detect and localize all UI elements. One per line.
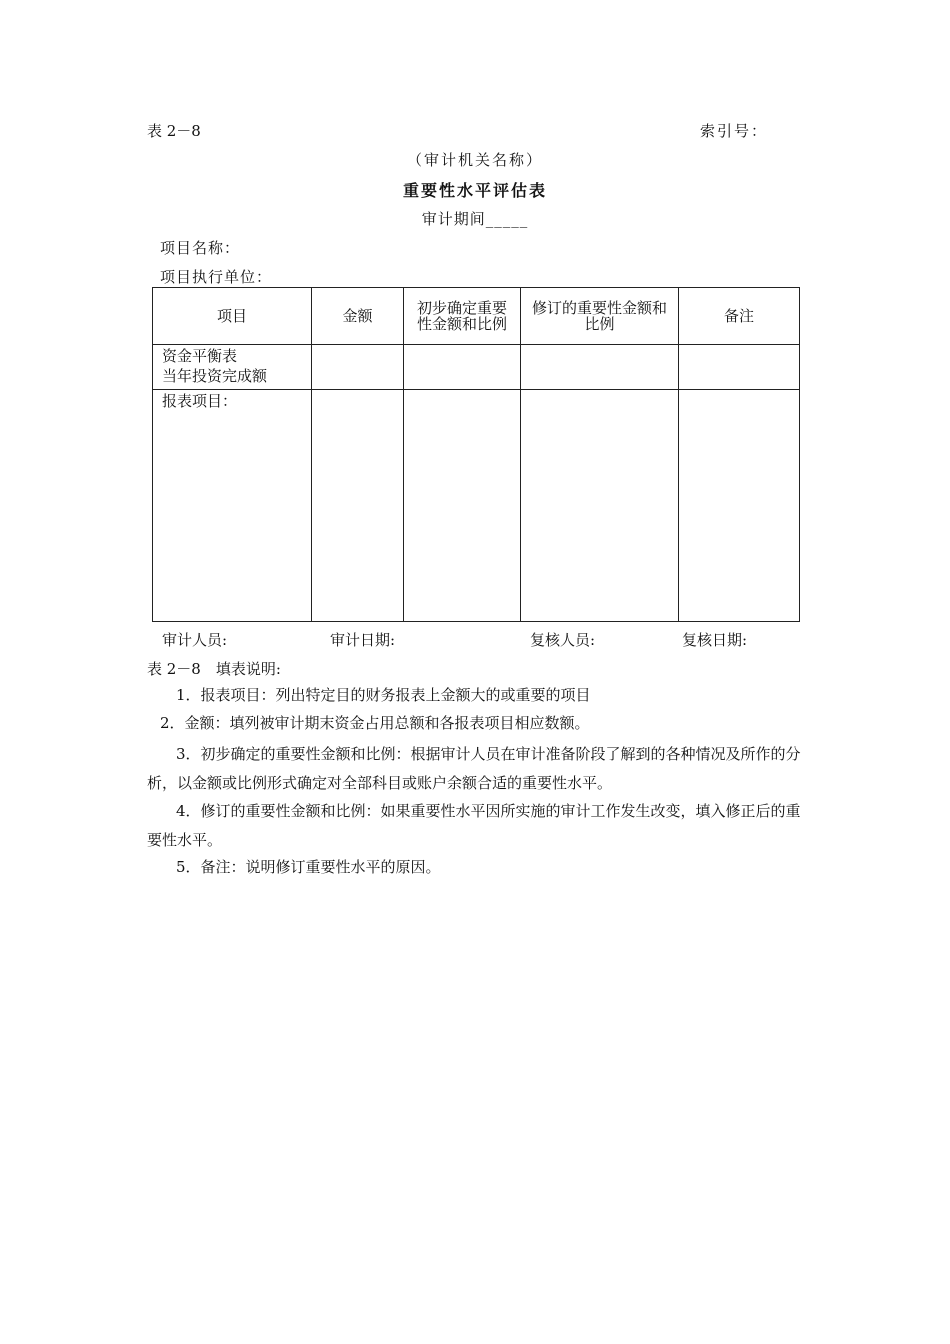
table-row [153,390,800,622]
row-label-report-items: 报表项目： [153,390,312,622]
auditor-label: 审计人员: [162,631,228,649]
initial-materiality-cell[interactable] [404,390,521,622]
revised-materiality-cell[interactable] [521,390,679,622]
table-row [153,345,800,390]
note-item: 1．报表项目：列出特定目的财务报表上金额大的或重要的项目 [176,686,591,704]
column-header-initial-materiality-text: 初步确定重要性金额和比例 [416,299,507,333]
remarks-cell[interactable] [679,390,800,622]
note-item: 2．金额：填列被审计期末资金占用总额和各报表项目相应数额。 [160,714,590,732]
materiality-assessment-table [152,287,800,622]
page-title: 重要性水平评估表 [402,181,547,200]
column-header-item: 项目 [153,288,312,345]
initial-materiality-cell[interactable] [404,345,521,390]
reviewer-label: 复核人员: [530,631,596,649]
note-item: 4．修订的重要性金额和比例：如果重要性水平因所实施的审计工作发生改变，填入修正后的重要性水平。 [147,802,801,849]
amount-cell[interactable] [312,390,404,622]
column-header-amount: 金额 [312,288,404,345]
notes-title: 表 2－8 填表说明: [147,660,281,678]
project-name-label: 项目名称： [160,239,241,257]
project-unit-label: 项目执行单位： [160,268,273,286]
table-header-row [153,288,800,345]
column-header-revised-materiality [521,288,679,345]
table-number: 表 2－8 [147,122,201,140]
note-item: 5．备注：说明修订重要性水平的原因。 [176,858,441,876]
audit-period: 审计期间_____ [421,210,529,228]
amount-cell[interactable] [312,345,404,390]
column-header-remarks: 备注 [679,288,800,345]
audit-organization-name: （审计机关名称） [406,151,543,169]
row-label-fund-balance: 资金平衡表 当年投资完成额 [153,345,312,390]
remarks-cell[interactable] [679,345,800,390]
revised-materiality-cell[interactable] [521,345,679,390]
column-header-initial-materiality [404,288,521,345]
note-item: 3．初步确定的重要性金额和比例：根据审计人员在审计准备阶段了解到的各种情况及所作的分析，以金额或比例形式确定对全部科目或账户余额合适的重要性水平。 [147,745,801,792]
index-number-label: 索引号： [700,122,769,140]
review-date-label: 复核日期: [682,631,748,649]
audit-date-label: 审计日期: [330,631,396,649]
column-header-revised-materiality-text: 修订的重要性金额和比例 [531,299,667,333]
